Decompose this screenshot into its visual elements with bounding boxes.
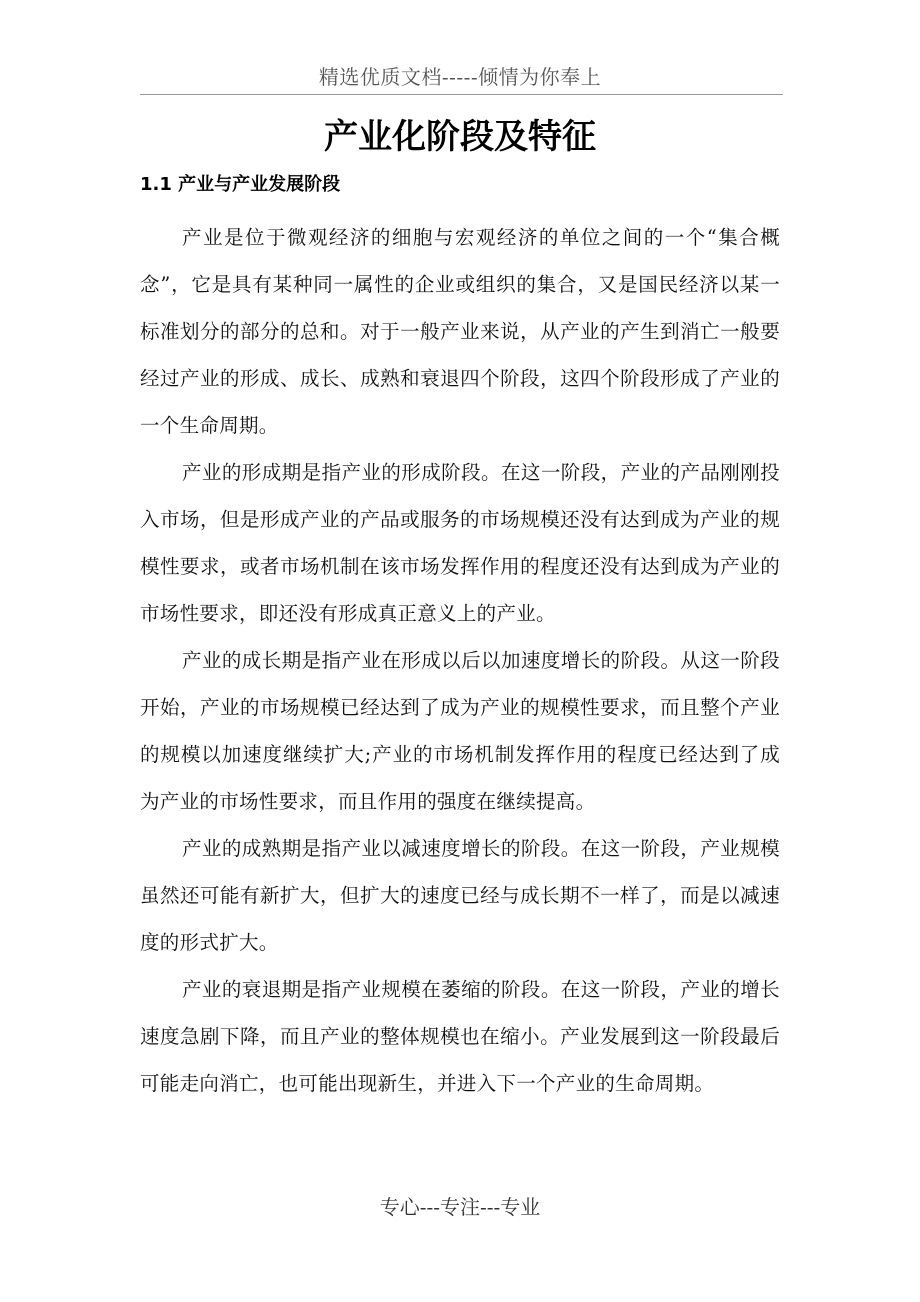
paragraph-industry-definition: 产业是位于微观经济的细胞与宏观经济的单位之间的一个“集合概念”，它是具有某种同一属性的企业或组织的集合，又是国民经济以某一标准划分的部分的总和。对于一般产业来说，从产业的产生到消亡一般要经过产业的形成、成长、成熟和衰退四个阶段，这四个阶段形成了产业的一个生命周期。 xyxy=(140,226,780,437)
page-header: 精选优质文档-----倾情为你奉上 xyxy=(318,65,602,89)
paragraph-decline-stage: 产业的衰退期是指产业规模在萎缩的阶段。在这一阶段，产业的增长速度急剧下降，而且产业的整体规模也在缩小。产业发展到这一阶段最后可能走向消亡，也可能出现新生，并进入下一个产业的生命周期。 xyxy=(140,978,780,1095)
section-heading: 1.1 产业与产业发展阶段 xyxy=(140,174,341,195)
paragraph-maturity-stage: 产业的成熟期是指产业以减速度增长的阶段。在这一阶段，产业规模虽然还可能有新扩大，但扩大的速度已经与成长期不一样了，而是以减速度的形式扩大。 xyxy=(140,837,780,954)
body-text xyxy=(140,214,780,1107)
document-title: 产业化阶段及特征 xyxy=(324,117,596,157)
header-divider xyxy=(140,94,783,95)
paragraph-formation-stage: 产业的形成期是指产业的形成阶段。在这一阶段，产业的产品刚刚投入市场，但是形成产业的产品或服务的市场规模还没有达到成为产业的规模性要求，或者市场机制在该市场发挥作用的程度还没有达到成为产业的市场性要求，即还没有形成真正意义上的产业。 xyxy=(140,461,780,625)
page-footer: 专心---专注---专业 xyxy=(379,1195,541,1219)
paragraph-growth-stage: 产业的成长期是指产业在形成以后以加速度增长的阶段。从这一阶段开始，产业的市场规模已经达到了成为产业的规模性要求，而且整个产业的规模以加速度继续扩大;产业的市场机制发挥作用的程度已经达到了成为产业的市场性要求，而且作用的强度在继续提高。 xyxy=(140,649,780,813)
